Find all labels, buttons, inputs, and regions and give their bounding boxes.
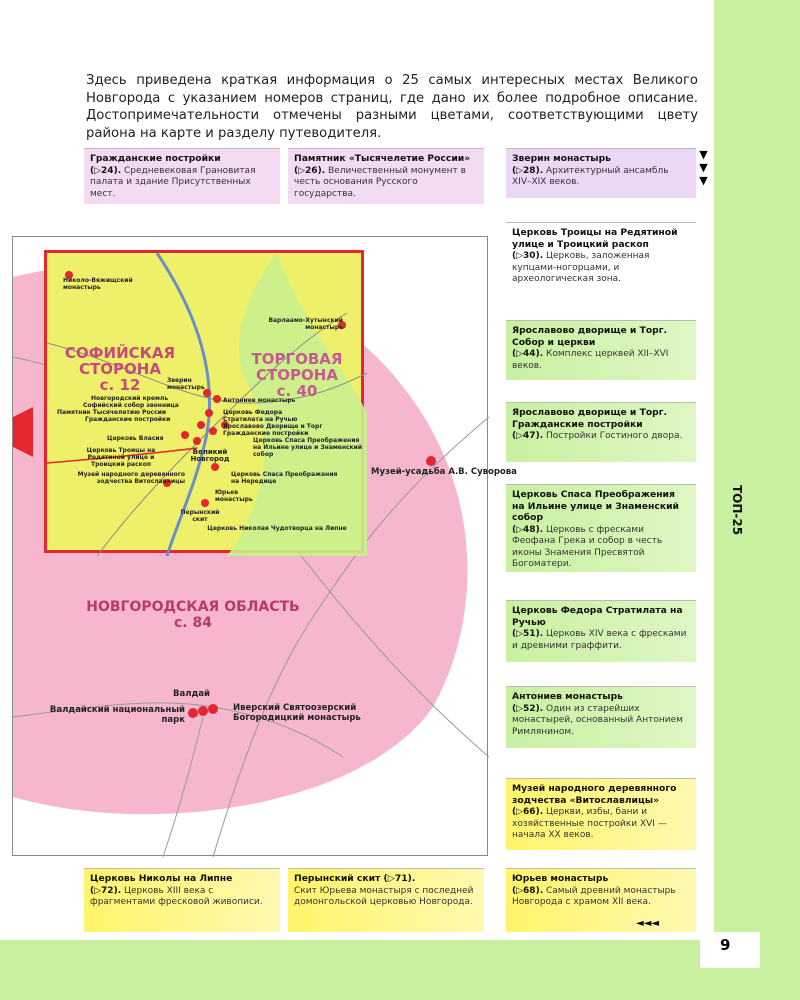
page-ref-icon: ▷ — [516, 165, 524, 176]
map-marker[interactable] — [188, 708, 198, 718]
inset-marker[interactable] — [197, 421, 205, 429]
label-valday: Валдай — [173, 689, 210, 699]
map-marker[interactable] — [426, 456, 436, 466]
district-torg — [237, 351, 357, 399]
card-text: Церковь с фресками Феофана Грека и собор в честь иконы Знамения Пресвятой Богоматери. — [512, 524, 663, 569]
label-antoniev: Антониев монастырь — [223, 397, 296, 404]
label-grazhd: Гражданские постройки — [85, 416, 171, 423]
region-title: НОВГОРОДСКАЯ ОБЛАСТЬ — [86, 599, 300, 615]
card-ref: 28 — [523, 165, 536, 176]
label-suvorov: Музей-усадьба А.В. Суворова — [371, 467, 517, 477]
intro-text: Здесь приведена краткая информация о 25 самых интересных местах Великого Новгорода с указанием номеров страниц, где дано их более подробное описание. Достопримечательности отмечены разными цветами, соответствующими цвету района на карте и разделу путеводителя. — [86, 73, 698, 141]
region-page: с. 84 — [174, 615, 212, 631]
card-pamyatnik[interactable]: Памятник «Тысячелетие России» (▷26). Величественный монумент в честь основания Русского государства. — [288, 148, 484, 204]
card-text: Архитектурный ансамбль XIV–XIX веков. — [512, 165, 669, 187]
page-ref-icon: ▷ — [516, 703, 524, 714]
card-text: Церковь XIII века с фрагментами фресковой живописи. — [90, 885, 263, 907]
card-spasa[interactable]: Церковь Спаса Преображения на Ильине улице и Знаменский собор (▷48). Церковь с фресками Феофана Грека и собор в честь иконы Знамения Пресвятой Богоматери. — [506, 484, 696, 572]
map-marker[interactable] — [198, 706, 208, 716]
page-ref-icon: ▷ — [516, 885, 524, 896]
label-yaroslav2: Гражданские постройки — [223, 430, 309, 437]
district-sofia — [55, 345, 185, 393]
label-kreml: Новгородский кремль — [91, 395, 169, 402]
page-ref-icon: ▷ — [94, 885, 102, 896]
page-ref-icon: ▷ — [516, 349, 524, 359]
page-ref-icon: ▷ — [516, 251, 524, 261]
card-title: Церковь Спаса Преображения на Ильине улице и Знаменский собор — [512, 489, 679, 523]
card-title: Юрьев монастырь — [512, 873, 609, 884]
card-title: Антониев монастырь — [512, 691, 623, 702]
card-ref: 26 — [305, 165, 318, 176]
card-ref: 30 — [523, 251, 536, 261]
card-nikoly[interactable]: Церковь Николы на Липне (▷72). Церковь XIII века с фрагментами фресковой живописи. — [84, 868, 280, 932]
card-text: Самый древний монастырь Новгорода с храмом XII века. — [512, 885, 676, 907]
inset-marker[interactable] — [201, 499, 209, 507]
label-varlaamo: Варлаамо-Хутынский монастырь — [268, 317, 343, 331]
card-text: Постройки Гостиного двора. — [546, 431, 683, 441]
inset-marker[interactable] — [213, 395, 221, 403]
map-marker[interactable] — [208, 704, 218, 714]
card-troitsy[interactable]: Церковь Троицы на Редятиной улице и Троицкий раскоп (▷30). Церковь, заложенная купцами-ногорцами, и археологическая зона. — [506, 222, 696, 294]
label-pamyatnik: Памятник Тысячелетию России — [57, 409, 167, 416]
label-velikiy: Великий Новгород — [190, 448, 230, 463]
label-sofia-sobor: Софийский собор звонница — [83, 402, 179, 409]
label-valday-park: Валдайский национальный парк — [49, 705, 185, 725]
card-vitoslavlitsy[interactable]: Музей народного деревянного зодчества «Витославлицы» (▷66). Церкви, избы, бани и хозяйственные постройки XVI — начала XX веков. — [506, 778, 696, 850]
inset-marker[interactable] — [205, 409, 213, 417]
card-title: Памятник «Тысячелетие России» — [294, 153, 471, 164]
card-text: Церкви, избы, бани и хозяйственные постройки XVI — начала XX веков. — [512, 807, 667, 840]
page-ref-icon: ▷ — [94, 165, 102, 176]
card-antoniev[interactable]: Антониев монастырь (▷52). Один из старейших монастырей, основанный Антонием Римлянином. — [506, 686, 696, 748]
card-text: Средневековая Грановитая палата и здание Присутственных мест. — [90, 165, 256, 199]
card-title: Музей народного деревянного зодчества «Витославлицы» — [512, 783, 677, 806]
card-yaroslav-sobor[interactable]: Ярославово дворище и Торг. Собор и церкви (▷44). Комплекс церквей XII–XVI веков. — [506, 320, 696, 380]
card-text: Церковь XIV века с фресками и древними граффити. — [512, 629, 687, 651]
label-yuriev: Юрьев монастырь — [215, 489, 253, 503]
card-yaroslav-grazhd[interactable]: Ярославово дворище и Торг. Гражданские постройки (▷47). Постройки Гостиного двора. — [506, 402, 696, 462]
card-title: Зверин монастырь — [512, 153, 611, 164]
label-yaroslav: Ярославово Дворище и Торг — [223, 423, 323, 430]
label-fedora: Церковь Федора Стратилата на Ручью — [223, 409, 298, 423]
card-text: Церковь, заложенная купцами-ногорцами, и археологическая зона. — [512, 251, 650, 284]
card-fedora[interactable]: Церковь Федора Стратилата на Ручью (▷51). Церковь XIV века с фресками и древними граффити. — [506, 600, 696, 662]
card-zverin[interactable]: Зверин монастырь (▷28). Архитектурный ансамбль XIV–XIX веков. — [506, 148, 696, 198]
left-arrows: ◄◄◄ — [636, 918, 660, 929]
inset-marker[interactable] — [193, 437, 201, 445]
card-ref: 72 — [101, 885, 114, 896]
card-ref: 66 — [523, 807, 536, 817]
section-label: ТОП-25 — [730, 484, 744, 536]
bottom-strip — [0, 940, 800, 1000]
page-number: 9 — [720, 936, 731, 954]
inset-marker[interactable] — [209, 427, 217, 435]
label-peryn: Перынский скит — [180, 509, 220, 523]
label-iversky: Иверский Святоозерский Богородицкий монастырь — [233, 703, 361, 723]
card-ref: 24 — [101, 165, 114, 176]
card-ref: 47 — [523, 431, 536, 441]
card-ref: 68 — [523, 885, 536, 896]
label-vlasiya: Церковь Власия — [107, 435, 164, 442]
label-nikoly: Церковь Николая Чудотворца на Липне — [207, 525, 347, 532]
card-title: Церковь Троицы на Редятиной улице и Троицкий раскоп — [512, 227, 678, 250]
down-arrows — [698, 148, 712, 189]
page-ref-icon: ▷ — [516, 431, 524, 441]
label-spasa: Церковь Спаса Преображения на Ильине улице и Знаменский собор — [253, 437, 363, 458]
card-title: Перынский скит (▷71). — [294, 873, 416, 884]
card-ref: 71 — [394, 873, 408, 884]
card-text: Комплекс церквей XII–XVI веков. — [512, 349, 669, 371]
torg-zone — [227, 253, 367, 556]
card-title: Ярославово дворище и Торг. Гражданские постройки — [512, 407, 668, 430]
district-torg-page: с. 40 — [276, 382, 318, 400]
card-yuriev[interactable]: Юрьев монастырь (▷68). Самый древний монастырь Новгорода с храмом XII века. — [506, 868, 696, 932]
page-ref-icon: ▷ — [516, 524, 524, 535]
label-nikolo: Николо-Вяжищский монастырь — [63, 277, 133, 291]
inset-marker[interactable] — [211, 463, 219, 471]
page-ref-icon: ▷ — [516, 629, 524, 639]
card-ref: 52 — [523, 703, 536, 714]
district-sofia-name: СОФИЙСКАЯ СТОРОНА — [64, 344, 176, 378]
card-title: Церковь Николы на Липне — [90, 873, 233, 884]
district-sofia-page: с. 12 — [99, 376, 141, 394]
card-title: Гражданские постройки — [90, 153, 221, 164]
card-text: Величественный монумент в честь основания Русского государства. — [294, 165, 466, 199]
card-title: Ярославово дворище и Торг. Собор и церкви — [512, 325, 668, 348]
label-spasa-nered: Церковь Спаса Преображения на Нередице — [231, 471, 338, 485]
down-arrows-glyph: ▼▼▼ — [697, 148, 710, 187]
label-troitsy: Церковь Троицы на Редятиной улице и Троицкий раскоп — [86, 447, 156, 468]
label-vitoslav: Музей народного деревянного зодчества Витославлицы — [77, 471, 185, 485]
city-inset-map[interactable] — [44, 250, 364, 553]
card-text: Один из старейших монастырей, основанный Антонием Римлянином. — [512, 703, 683, 737]
card-grazhdanskie[interactable]: Гражданские постройки (▷24). Средневековая Грановитая палата и здание Присутственных мест. — [84, 148, 280, 204]
inset-marker[interactable] — [181, 431, 189, 439]
card-ref: 44 — [523, 349, 536, 359]
page-ref-icon: ▷ — [516, 807, 524, 817]
page-ref-icon: ▷ — [387, 873, 395, 884]
card-ref: 51 — [523, 629, 536, 639]
card-title: Церковь Федора Стратилата на Ручью — [512, 605, 683, 628]
card-peryn[interactable] — [288, 868, 484, 932]
card-ref: 48 — [523, 524, 536, 535]
region-name — [53, 599, 333, 631]
card-text: Скит Юрьева монастыря с последней домонгольской церковью Новгорода. — [294, 885, 474, 907]
label-zverin: Зверин монастырь — [167, 377, 205, 391]
district-torg-name: ТОРГОВАЯ СТОРОНА — [251, 350, 343, 384]
card-title-text: Перынский скит — [294, 873, 381, 884]
page-ref-icon: ▷ — [298, 165, 306, 176]
